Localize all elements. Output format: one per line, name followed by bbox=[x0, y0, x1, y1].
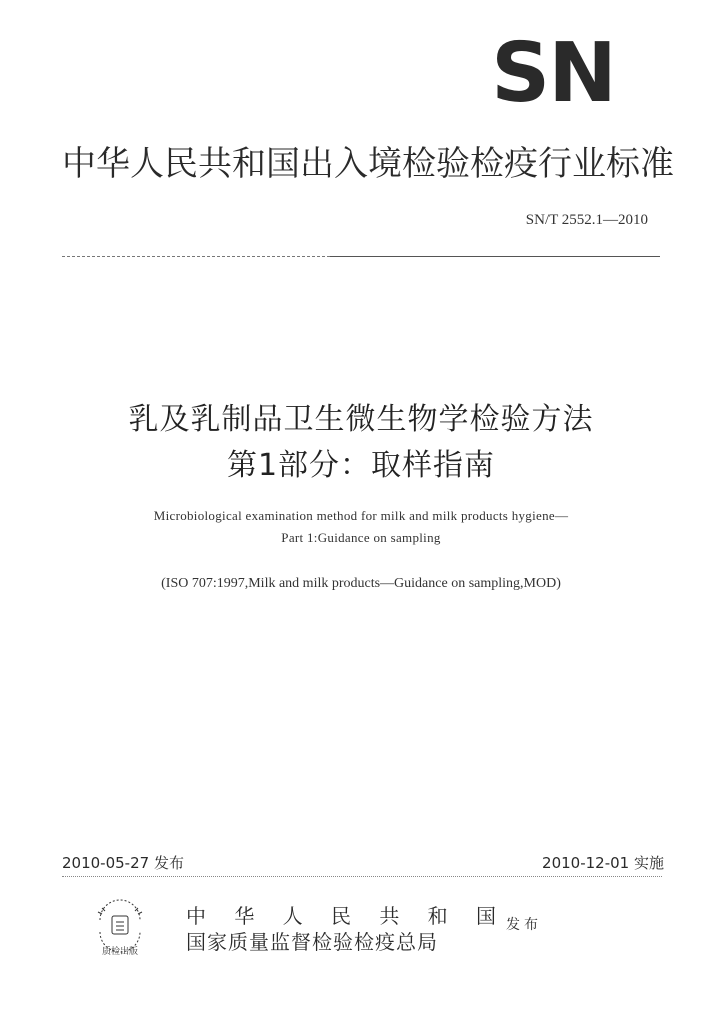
sn-logo: SN bbox=[491, 26, 615, 121]
svg-text:质检出版: 质检出版 bbox=[101, 947, 139, 957]
publisher-char: 国 bbox=[475, 904, 496, 928]
publisher-char: 人 bbox=[282, 904, 303, 928]
publish-label: 发布 bbox=[506, 917, 542, 933]
publisher-line-1 bbox=[186, 900, 496, 929]
publisher-char: 共 bbox=[379, 904, 400, 928]
standard-category-title: 中华人民共和国出入境检验检疫行业标准 bbox=[62, 144, 674, 184]
english-title-line-1: Microbiological examination method for milk and milk products hygiene— bbox=[153, 508, 569, 523]
issue-date: 2010-05-27 发布 bbox=[62, 854, 184, 872]
english-title-line-2: Part 1:Guidance on sampling bbox=[281, 530, 441, 545]
publisher-seal-icon bbox=[92, 898, 148, 962]
publisher-char: 华 bbox=[234, 904, 255, 928]
footer-divider bbox=[62, 876, 662, 877]
chinese-title-line-2: 第1部分：取样指南 bbox=[226, 448, 496, 483]
standard-number: SN/T 2552.1—2010 bbox=[525, 212, 648, 228]
implementation-date: 2010-12-01 实施 bbox=[542, 854, 664, 872]
publisher-char: 中 bbox=[186, 904, 206, 928]
publisher-char: 和 bbox=[427, 904, 448, 928]
iso-adoption-note: (ISO 707:1997,Milk and milk products—Guidance on sampling,MOD) bbox=[161, 576, 561, 591]
publisher-line-2: 国家质量监督检验检疫总局 bbox=[186, 930, 438, 954]
header-divider-solid bbox=[330, 256, 660, 257]
chinese-title-line-1: 乳及乳制品卫生微生物学检验方法 bbox=[128, 402, 594, 437]
publisher-char: 民 bbox=[330, 904, 351, 928]
